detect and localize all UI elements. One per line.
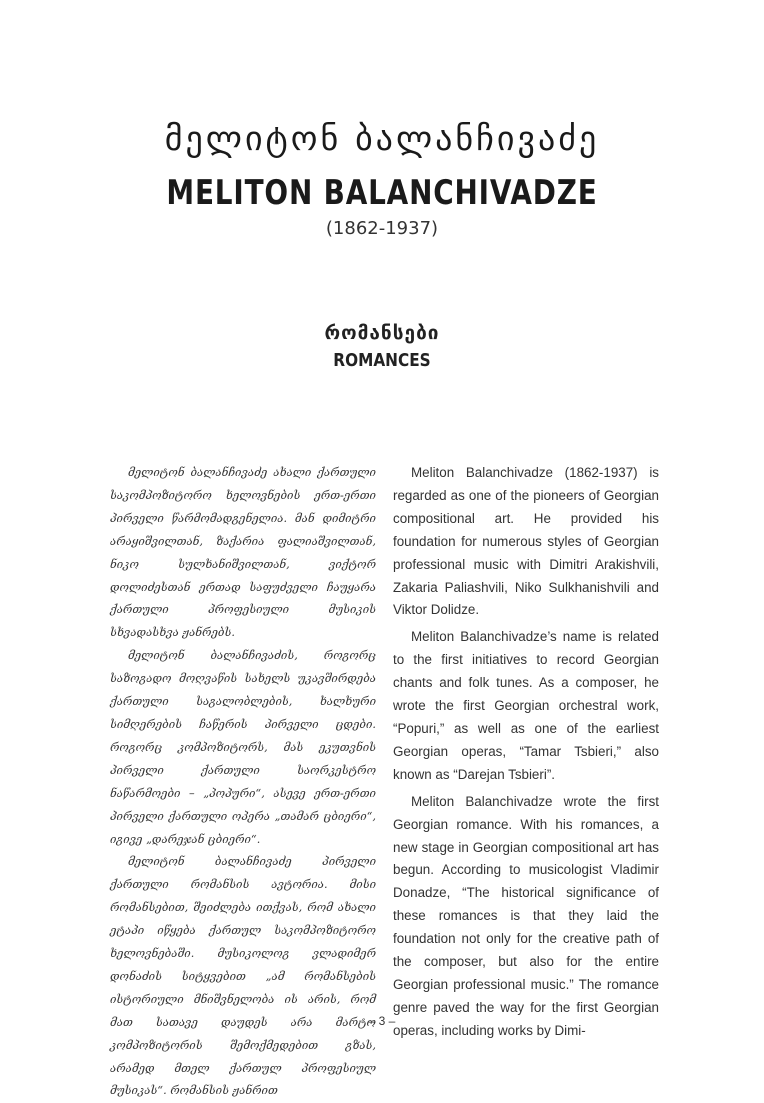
page-number: – 3 – [368, 1014, 396, 1028]
title-georgian: მელიტონ ბალანჩივაძე [164, 118, 600, 159]
georgian-paragraph-3: მელიტონ ბალანჩივაძე პირველი ქართული რომანსის ავტორია. მისი რომანსებით, შეიძლება ითქვას, რომ ახალი ეტაპი იწყება ქართულ საკომპოზიტორო ხელოვნებაში. მუსიკოლოგ ვლადიმერ დონაძის სიტყვებით „ამ რომანსების ისტორიული მნიშვნელობა ის არის, რომ მათ სათავე დაუდეს არა მარტო კომპოზიტორის შემოქმედებით გზას, არამედ მთელ ქართულ პროფესიულ მუსიკას“. რომანსის ჟანრით [110, 855, 376, 1098]
life-years: (1862-1937) [325, 218, 439, 239]
title-english: MELITON BALANCHIVADZE [166, 172, 598, 213]
georgian-paragraph-1: მელიტონ ბალანჩივაძე ახალი ქართული საკომპოზიტორო ხელოვნების ერთ-ერთი პირველი წარმომადგენელია. მან დიმიტრი არაყიშვილთან, ზაქარია ფალიაშვილთან, ნიკო სულხანიშვილთან, ვიქტორ დოლიძესთან ერთად საფუძველი ჩაუყარა ქართული პროფესიული მუსიკის სხვადასხვა ჟანრებს. [110, 466, 376, 640]
section-title-georgian: რომანსები [324, 322, 440, 344]
english-paragraph-3: Meliton Balanchivadze wrote the first Georgian romance. With his romances, a new stage in Georgian compositional art has begun. According to musicologist Vladimir Donadze, “The historical significance of these romances is that they laid the foundation not only for the creative path of the composer, but also for the entire Georgian professional music.” The romance genre paved the way for the first Georgian operas, including works by Dimi- [393, 793, 659, 1038]
section-title-english: ROMANCES [333, 350, 431, 371]
english-paragraph-1: Meliton Balanchivadze (1862-1937) is regarded as one of the pioneers of Georgian compositional art. He provided his foundation for numerous styles of Georgian professional music with Dimitri Arakishvili, Zakaria Paliashvili, Niko Sulkhanishvili and Viktor Dolidze. [393, 465, 659, 618]
english-text-column [393, 462, 659, 1043]
english-paragraph-2: Meliton Balanchivadze’s name is related to the first initiatives to record Georgian chants and folk tunes. As a composer, he wrote the first Georgian orchestral work, “Popuri,” as well as one of the earliest Georgian operas, “Tamar Tsbieri,” also known as “Darejan Tsbieri”. [393, 629, 659, 782]
georgian-text-column [110, 462, 376, 1103]
georgian-paragraph-2: მელიტონ ბალანჩივაძის, როგორც საზოგადო მოღვაწის სახელს უკავშირდება ქართული საგალობლების, ხალხური სიმღერების ჩაწერის პირველი ცდები. როგორც კომპოზიტორს, მას ეკუთვნის პირველი ქართული საორკესტრო ნაწარმოები – „პოპური“, ასევე ერთ-ერთი პირველი ქართული ოპერა „თამარ ცბიერი“, იგივე „დარეჯან ცბიერი“. [110, 649, 376, 846]
